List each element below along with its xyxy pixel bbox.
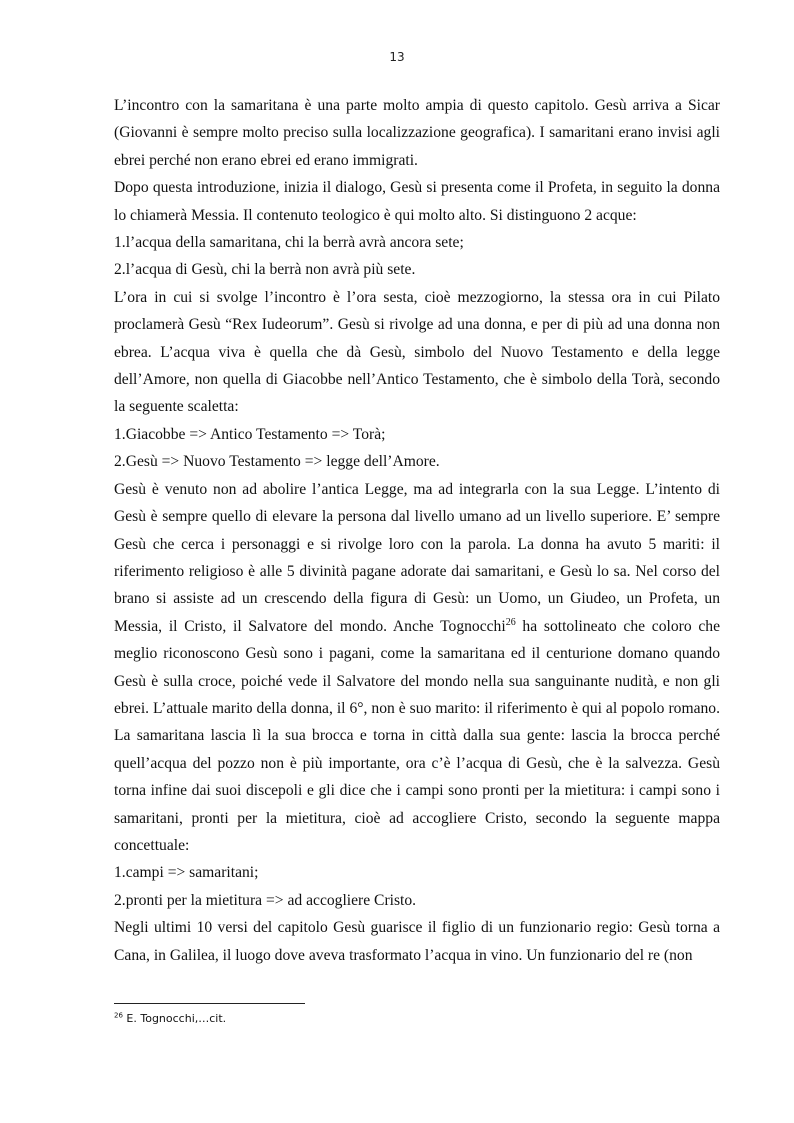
paragraph-intro: L’incontro con la samaritana è una parte molto ampia di questo capitolo. Gesù arriva a Sicar (Giovanni è sempre molto preciso sulla localizzazione geografica). I samaritani erano invisi agli ebrei perché non erano ebrei ed erano immigrati.: [114, 97, 720, 169]
list-item: 1.campi => samaritani;: [114, 864, 259, 882]
footnote-reference: 26: [505, 616, 516, 628]
paragraph-law-part1: Gesù è venuto non ad abolire l’antica Legge, ma ad integrarla con la sua Legge. L’intento di Gesù è sempre quello di elevare la persona dal livello umano ad un livello superiore. E’ sempre Gesù che cerca i personaggi e si rivolge loro con la parola. La donna ha avuto 5 mariti: il riferimento religioso è alle 5 divinità pagane adorate dai samaritani, e Gesù lo sa. Nel corso del brano si assiste ad un crescendo della figura di Gesù: un Uomo, un Giudeo, un Profeta, un Messia, il Cristo, il Salvatore del mondo. Anche Tognocchi: [114, 480, 720, 635]
page-number: 13: [389, 50, 405, 64]
paragraph-healing: Negli ultimi 10 versi del capitolo Gesù guarisce il figlio di un funzionario regio: Gesù torna a Cana, in Galilea, il luogo dove aveva trasformato l’acqua in vino. Un funzionario del re (non: [114, 919, 720, 964]
footnote: [114, 1012, 226, 1025]
footnote-number: 26: [114, 1011, 123, 1020]
paragraph-law: [114, 476, 720, 860]
list-item: 1.Giacobbe => Antico Testamento => Torà;: [114, 425, 386, 443]
footnote-text: E. Tognocchi,…cit.: [122, 1012, 227, 1025]
list-item: 2.pronti per la mietitura => ad accogliere Cristo.: [114, 891, 417, 909]
list-item: 2.l’acqua di Gesù, chi la berrà non avrà più sete.: [114, 261, 416, 279]
list-item: 1.l’acqua della samaritana, chi la berrà avrà ancora sete;: [114, 234, 464, 252]
body-text: [114, 92, 720, 969]
paragraph-dialogue: Dopo questa introduzione, inizia il dialogo, Gesù si presenta come il Profeta, in seguito la donna lo chiamerà Messia. Il contenuto teologico è qui molto alto. Si distinguono 2 acque:: [114, 179, 720, 224]
list-item: 2.Gesù => Nuovo Testamento => legge dell’Amore.: [114, 453, 440, 471]
footnote-divider: [114, 1003, 305, 1004]
paragraph-hour: L’ora in cui si svolge l’incontro è l’ora sesta, cioè mezzogiorno, la stessa ora in cui Pilato proclamerà Gesù “Rex Iudeorum”. Gesù si rivolge ad una donna, e per di più ad una donna non ebrea. L’acqua viva è quella che dà Gesù, simbolo del Nuovo Testamento e della legge dell’Amore, non quella di Giacobbe nell’Antico Testamento, che è simbolo della Torà, secondo la seguente scaletta:: [114, 288, 720, 416]
paragraph-law-part2: ha sottolineato che coloro che meglio riconoscono Gesù sono i pagani, come la samaritana ed il centurione domano quando Gesù è sulla croce, poiché vede il Salvatore del mondo nella sua sanguinante nudità, e non gli ebrei. L’attuale marito della donna, il 6°, non è suo marito: il riferimento è qui al popolo romano. La samaritana lascia lì la sua brocca e torna in città dalla sua gente: lascia la brocca perché quell’acqua del pozzo non è più importante, ora c’è l’acqua di Gesù, che è la salvezza. Gesù torna infine dai suoi discepoli e gli dice che i campi sono pronti per la mietitura: i campi sono i samaritani, pronti per la mietitura, cioè ad accogliere Cristo, secondo la seguente mappa concettuale:: [114, 617, 720, 854]
